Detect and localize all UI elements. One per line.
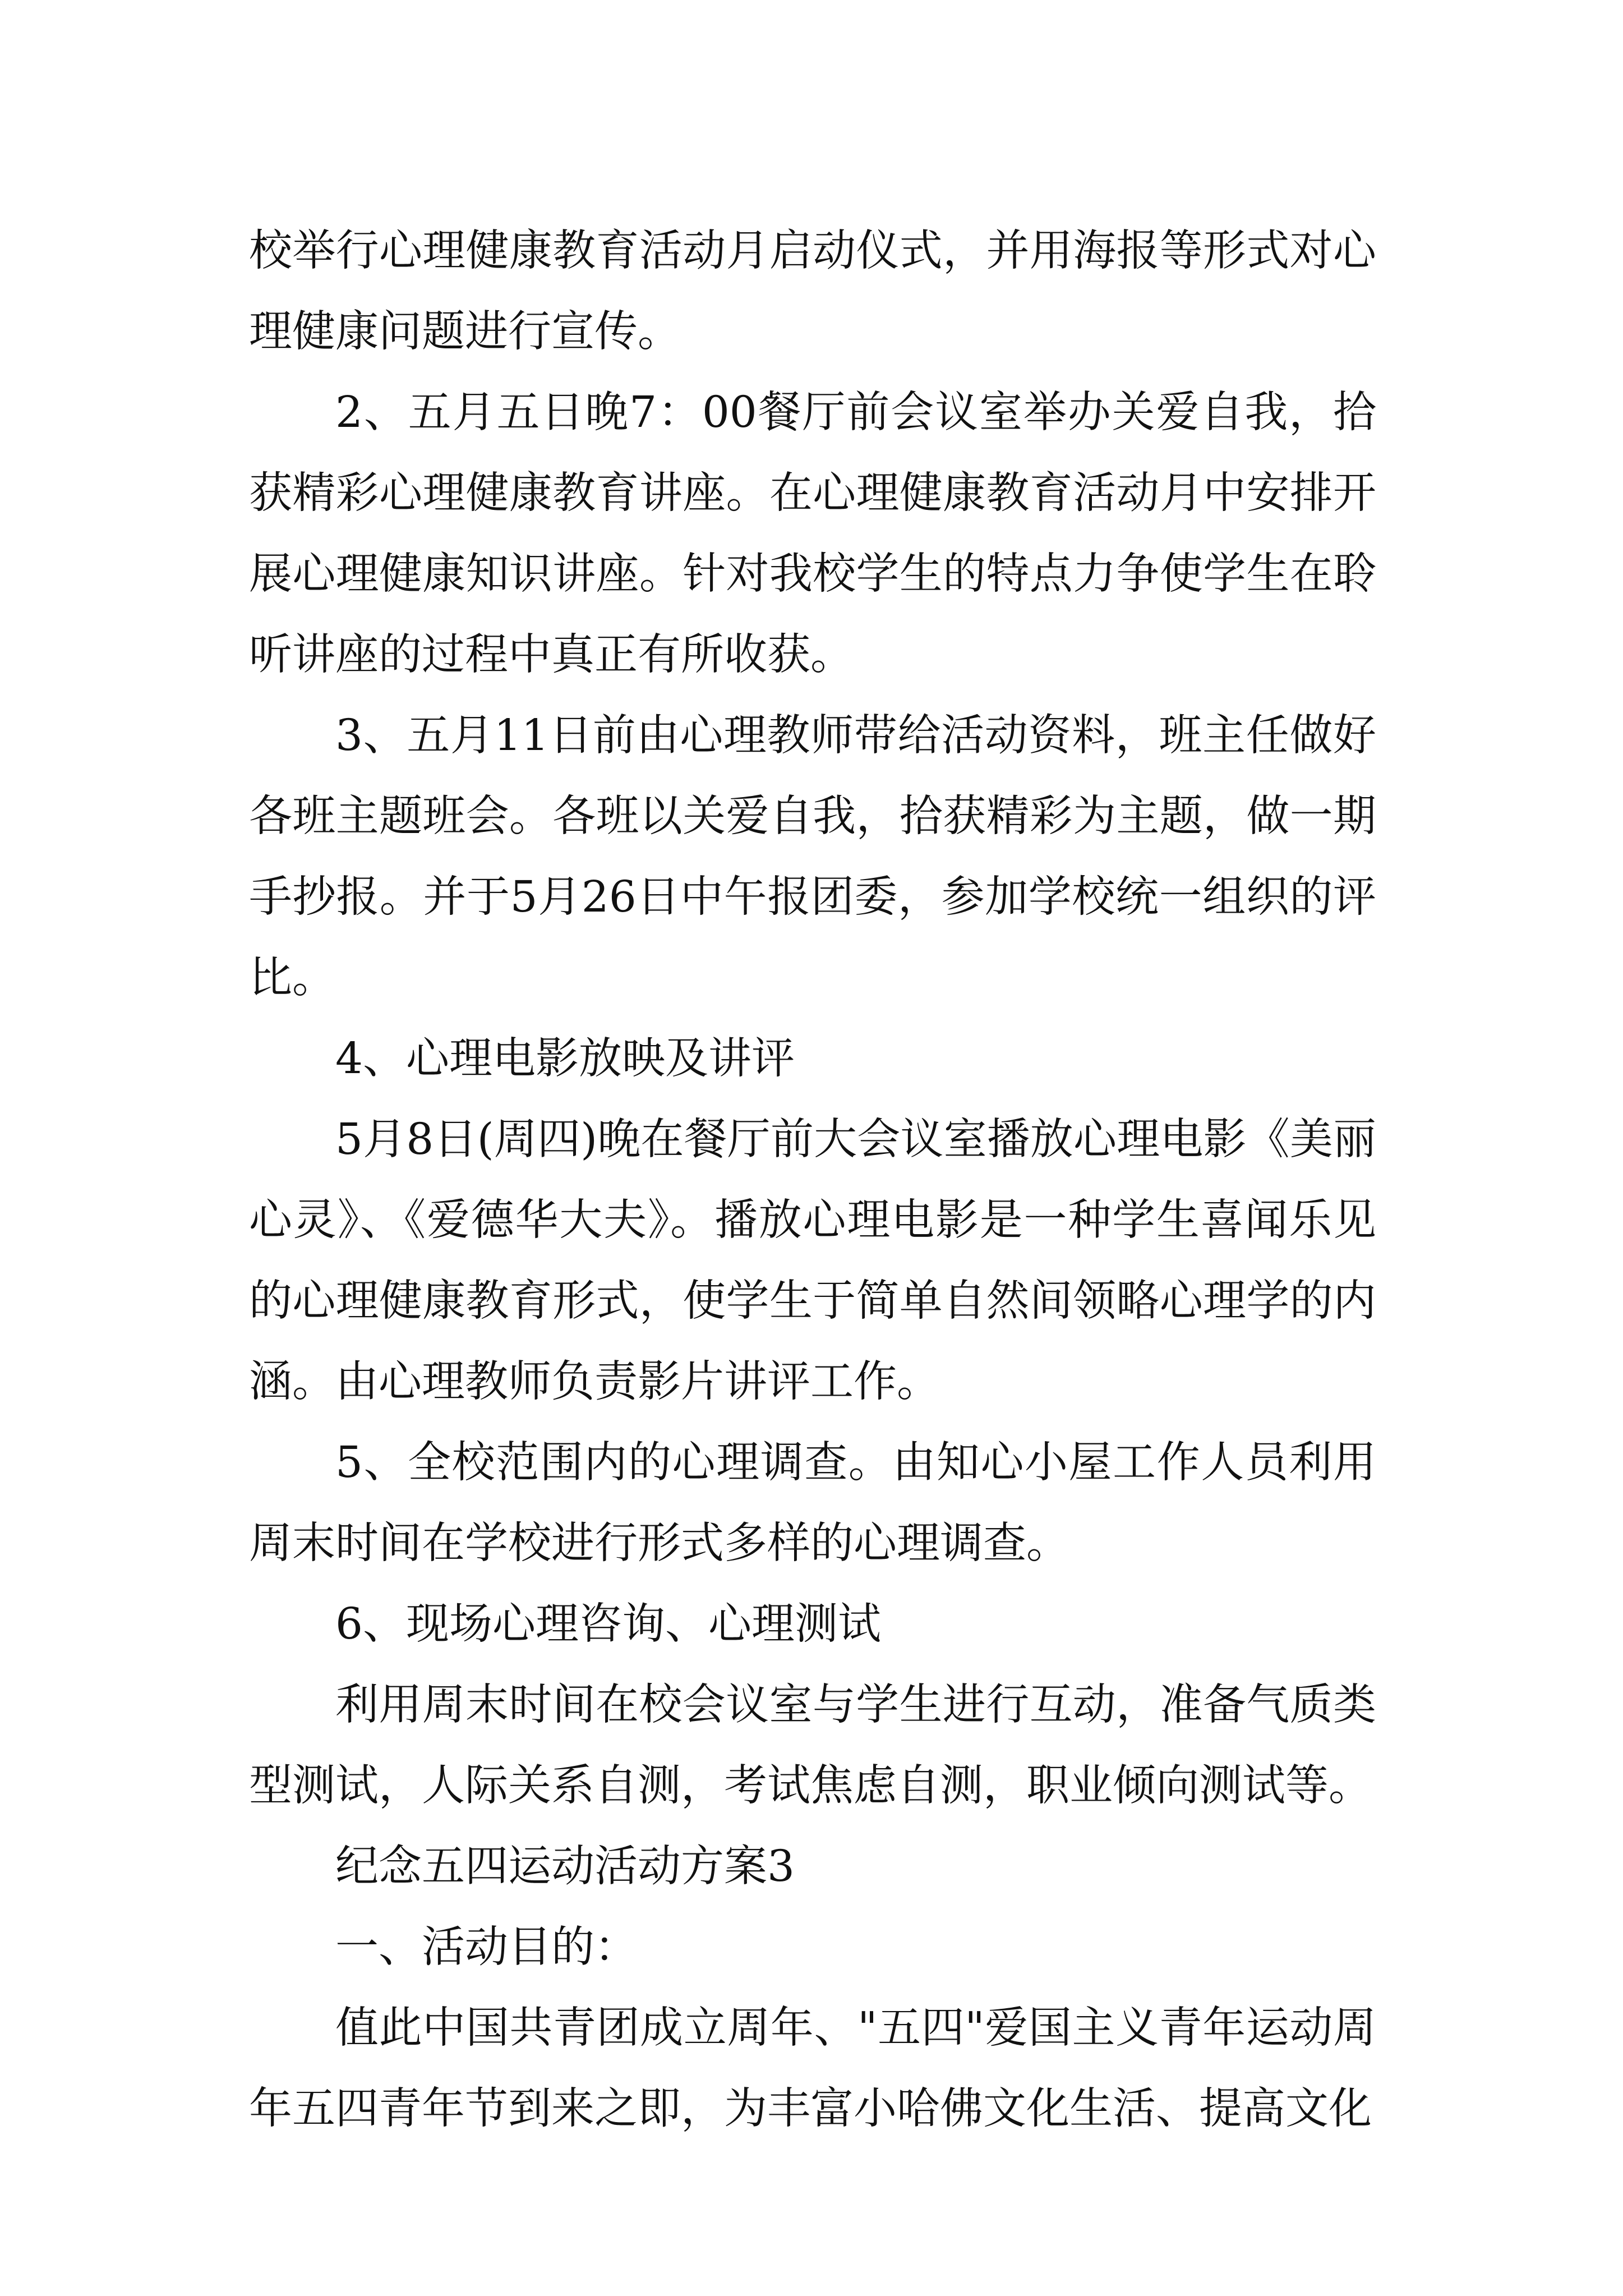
paragraph-consultation-details: 利用周末时间在校会议室与学生进行互动，准备气质类型测试，人际关系自测，考试焦虑自测，职业倾向测试等。	[249, 1680, 1376, 1811]
section-heading-purpose: 一、活动目的：	[335, 1922, 638, 1972]
document-body	[249, 211, 1376, 2150]
paragraph-item-4-heading: 4、心理电影放映及讲评	[335, 1034, 795, 1084]
section-title: 纪念五四运动活动方案3	[335, 1842, 795, 1892]
paragraph-item-5: 5、全校范围内的心理调查。由知心小屋工作人员利用周末时间在学校进行形式多样的心理调查。	[249, 1438, 1376, 1568]
paragraph-continuation: 校举行心理健康教育活动月启动仪式，并用海报等形式对心理健康问题进行宣传。	[249, 226, 1376, 357]
paragraph-item-2: 2、五月五日晚7：00餐厅前会议室举办关爱自我，拾获精彩心理健康教育讲座。在心理健康教育活动月中安排开展心理健康知识讲座。针对我校学生的特点力争使学生在聆听讲座的过程中真正有所收获。	[249, 388, 1376, 680]
paragraph-item-6-heading: 6、现场心理咨询、心理测试	[335, 1599, 881, 1649]
paragraph-movie-details: 5月8日(周四)晚在餐厅前大会议室播放心理电影《美丽心灵》、《爱德华大夫》。播放心理电影是一种学生喜闻乐见的心理健康教育形式，使学生于简单自然间领略心理学的内涵。由心理教师负责影片讲评工作。	[249, 1115, 1376, 1407]
paragraph-purpose-text: 值此中国共青团成立周年、"五四"爱国主义青年运动周年五四青年节到来之即，为丰富小哈佛文化生活、提高文化	[249, 2003, 1376, 2134]
paragraph-item-3: 3、五月11日前由心理教师带给活动资料，班主任做好各班主题班会。各班以关爱自我，拾获精彩为主题，做一期手抄报。并于5月26日中午报团委，参加学校统一组织的评比。	[249, 711, 1376, 1003]
